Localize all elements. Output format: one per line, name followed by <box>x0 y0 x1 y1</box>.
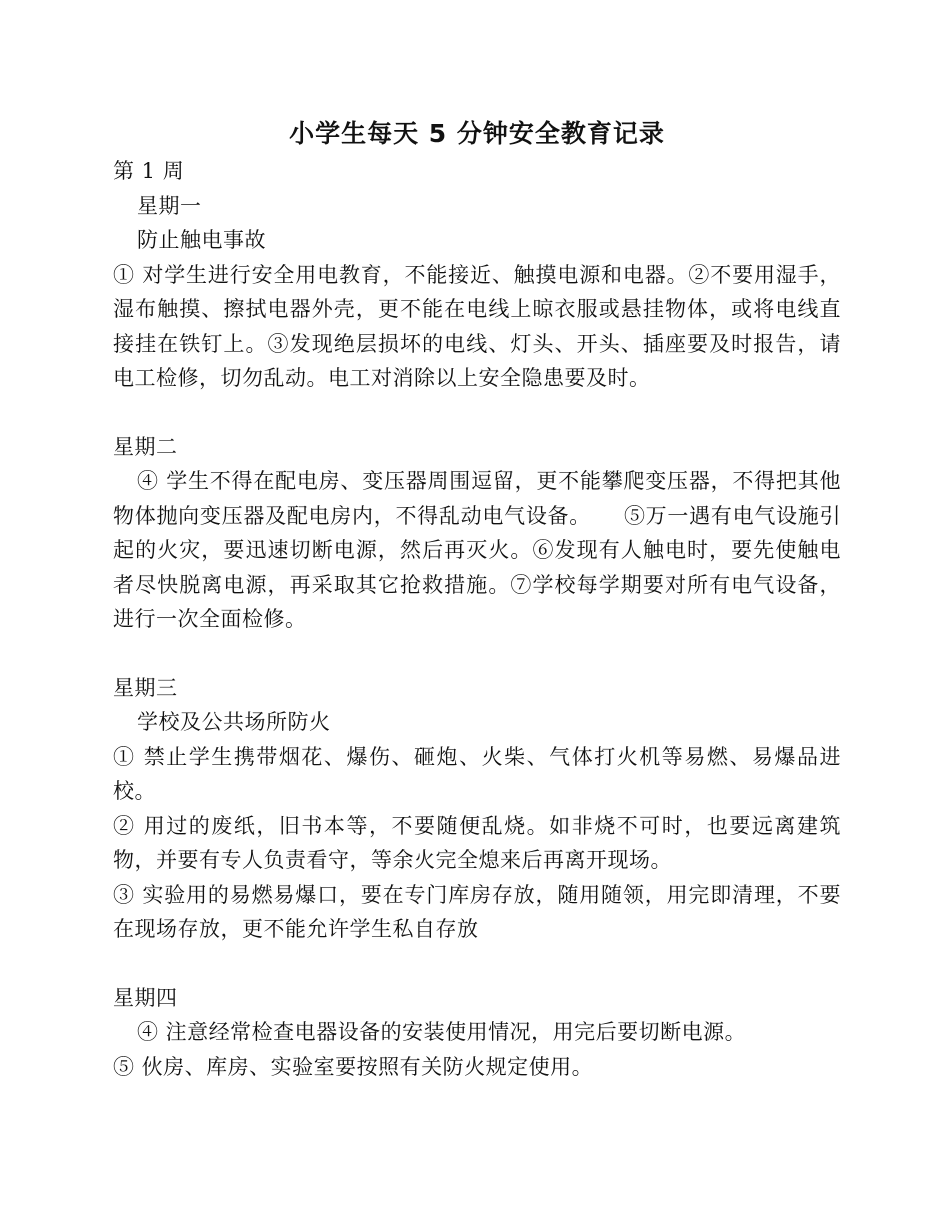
page-title: 小学生每天 5 分钟安全教育记录 <box>289 119 665 148</box>
monday-topic: 防止触电事故 <box>137 228 266 252</box>
document-page <box>113 110 841 1084</box>
wednesday-item-2: ② 用过的废纸，旧书本等，不要随便乱烧。如非烧不可时，也要远离建筑物，并要有专人负责看守，等余火完全熄来后再离开现场。 <box>113 813 841 872</box>
wednesday-heading: 星期三 <box>113 675 178 700</box>
thursday-heading: 星期四 <box>113 985 178 1010</box>
wednesday-topic: 学校及公共场所防火 <box>137 710 331 734</box>
wednesday-item-1: ① 禁止学生携带烟花、爆伤、砸炮、火柴、气体打火机等易燃、易爆品进校。 <box>113 744 841 803</box>
tuesday-heading: 星期二 <box>113 434 178 459</box>
tuesday-content: ④ 学生不得在配电房、变压器周围逗留，更不能攀爬变压器，不得把其他物体抛向变压器及配电房内，不得乱动电气设备。 ⑤万一遇有电气设施引起的火灾，要迅速切断电源，然后再灭火。⑥发现有人触电时，要先使触电者尽快脱离电源，再采取其它抢救措施。⑦学校每学期要对所有电气设备，进行一次全面检修。 <box>113 469 841 631</box>
section-spacer <box>113 947 841 981</box>
section-spacer <box>113 396 841 430</box>
week-label: 第 1 周 <box>113 159 185 183</box>
monday-heading: 星期一 <box>137 193 202 218</box>
wednesday-item-3: ③ 实验用的易燃易爆口，要在专门库房存放，随用随领，用完即清理，不要在现场存放，更不能允许学生私自存放 <box>113 882 841 941</box>
section-spacer <box>113 637 841 671</box>
thursday-item-4: ④ 注意经常检查电器设备的安装使用情况，用完后要切断电源。 <box>137 1020 747 1044</box>
thursday-item-5: ⑤ 伙房、库房、实验室要按照有关防火规定使用。 <box>113 1054 594 1079</box>
monday-content: ① 对学生进行安全用电教育，不能接近、触摸电源和电器。②不要用湿手，湿布触摸、擦拭电器外壳，更不能在电线上晾衣服或悬挂物体，或将电线直接挂在铁钉上。③发现绝层损坏的电线、灯头、开头、插座要及时报告，请电工检修，切勿乱动。电工对消除以上安全隐患要及时。 <box>113 262 841 390</box>
